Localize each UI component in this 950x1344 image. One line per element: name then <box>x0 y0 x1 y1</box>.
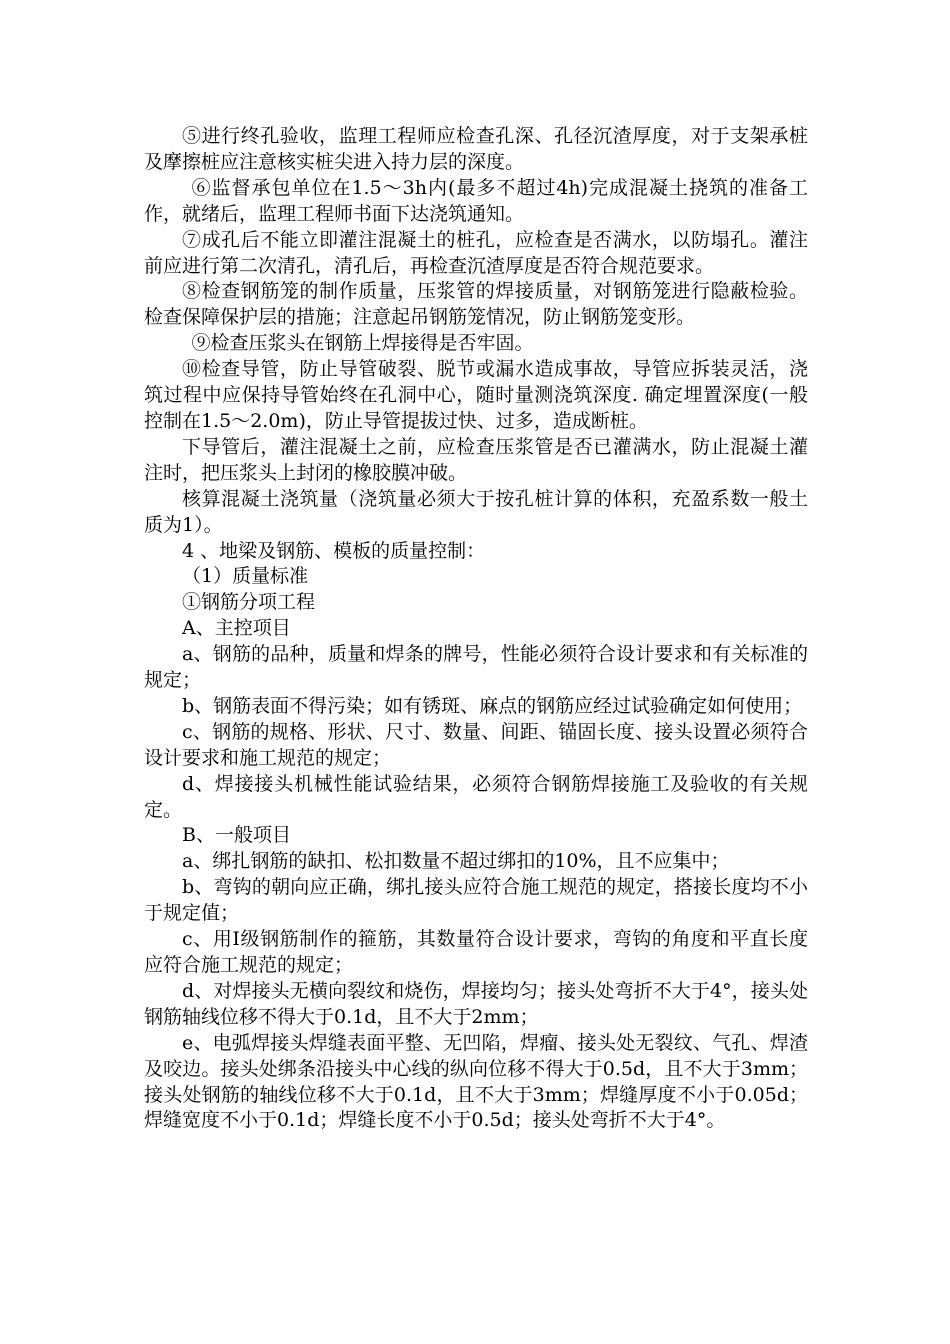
section-heading-ground-beam: 4 、地梁及钢筋、模板的质量控制： <box>182 539 486 562</box>
paragraph-grout-pipe-check: 下导管后，灌注混凝土之前，应检查压浆管是否已灌满水，防止混凝土灌注时，把压浆头上封闭的橡胶膜冲破。 <box>144 435 808 484</box>
paragraph-conduit-check: ⑩检查导管，防止导管破裂、脱节或漏水造成事故，导管应拆装灵活，浇筑过程中应保持导管始终在孔洞中心，随时量测浇筑深度. 确定埋置深度(一般控制在1.5～2.0m)，防止导管提拔过快、过多，造成断桩。 <box>144 358 808 432</box>
paragraph-concrete-preparation: ⑥监督承包单位在1.5～3h内(最多不超过4h)完成混凝土挠筑的准备工作，就绪后，监理工程师书面下达浇筑通知。 <box>144 176 808 225</box>
paragraph-pour-volume: 核算混凝土浇筑量（浇筑量必须大于按孔桩计算的体积，充盈系数一般土质为1）。 <box>144 487 808 536</box>
list-item-main-d: d、焊接接头机械性能试验结果，必须符合钢筋焊接施工及验收的有关规定。 <box>144 772 808 821</box>
subheading-general-items: B、一般项目 <box>182 824 291 847</box>
list-item-general-d: d、对焊接头无横向裂纹和烧伤，焊接均匀；接头处弯折不大于4°，接头处钢筋轴线位移不得大于0.1d，且不大于2mm； <box>144 979 808 1028</box>
list-item-general-a: a、绑扎钢筋的缺扣、松扣数量不超过绑扣的10%，且不应集中； <box>182 850 730 873</box>
list-item-general-c: c、用Ⅰ级钢筋制作的箍筋，其数量符合设计要求，弯钩的角度和平直长度应符合施工规范的规定； <box>144 928 808 976</box>
paragraph-hole-water-check: ⑦成孔后不能立即灌注混凝土的桩孔，应检查是否满水，以防塌孔。灌注前应进行第二次清孔，清孔后，再检查沉渣厚度是否符合规范要求。 <box>144 228 808 277</box>
paragraph-rebar-cage-check: ⑧检查钢筋笼的制作质量，压浆管的焊接质量，对钢筋笼进行隐蔽检验。检查保障保护层的措施；注意起吊钢筋笼情况，防止钢筋笼变形。 <box>144 280 808 329</box>
list-item-general-b: b、弯钩的朝向应正确，绑扎接头应符合施工规范的规定，搭接长度均不小于规定值； <box>144 876 808 925</box>
subheading-quality-standard: （1）质量标准 <box>182 565 309 588</box>
list-item-main-c: c、钢筋的规格、形状、尺寸、数量、间距、锚固长度、接头设置必须符合设计要求和施工规范的规定； <box>144 720 808 769</box>
paragraph-grout-head-check: ⑨检查压浆头在钢筋上焊接得是否牢固。 <box>191 332 534 355</box>
document-page <box>144 124 808 1134</box>
list-item-main-b: b、钢筋表面不得污染；如有锈斑、麻点的钢筋应经过试验确定如何使用； <box>182 694 803 717</box>
paragraph-final-hole-acceptance: ⑤进行终孔验收，监理工程师应检查孔深、孔径沉渣厚度，对于支架承桩及摩擦桩应注意核实桩尖进入持力层的深度。 <box>144 125 808 173</box>
subheading-main-control-items: A、主控项目 <box>182 617 291 640</box>
subheading-rebar-works: ①钢筋分项工程 <box>182 591 316 614</box>
list-item-main-a: a、钢筋的品种，质量和焊条的牌号，性能必须符合设计要求和有关标准的规定； <box>144 643 808 692</box>
list-item-general-e: e、电弧焊接头焊缝表面平整、无凹陷，焊瘤、接头处无裂纹、气孔、焊渣及咬边。接头处绑条沿接头中心线的纵向位移不得大于0.5d，且不大于3mm；接头处钢筋的轴线位移不大于0.1d，且不大于3mm；焊缝厚度不小于0.05d；焊缝宽度不小于0.1d；焊缝长度不小于0.5d；接头处弯折不大于4°。 <box>144 1031 808 1132</box>
